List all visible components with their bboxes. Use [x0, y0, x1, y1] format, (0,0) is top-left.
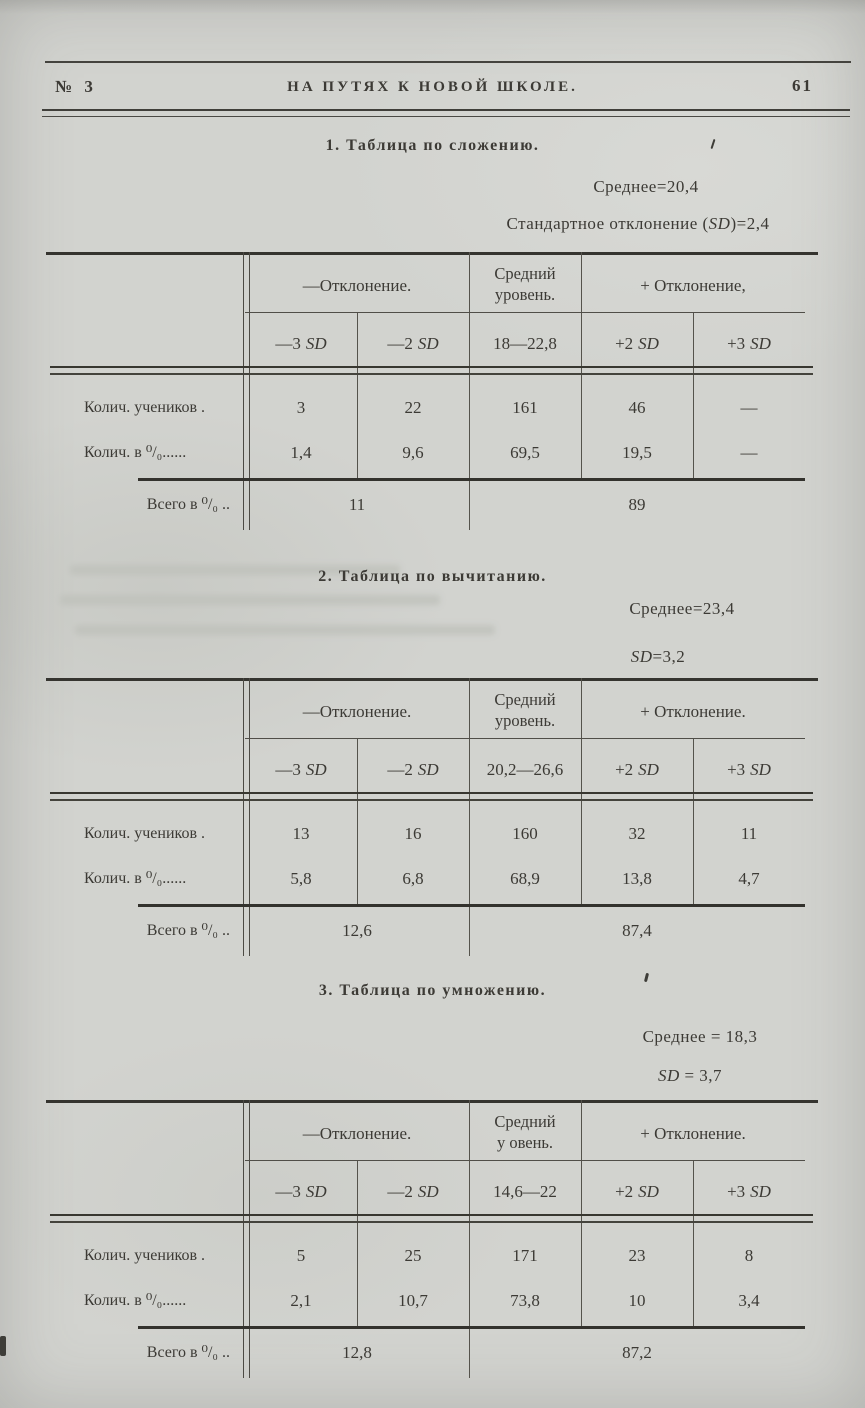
table-cell: 19,5 — [622, 443, 652, 462]
col-header-plus3sd: +3 SD — [727, 334, 771, 353]
col-header-average-range: 14,6—22 — [493, 1182, 557, 1201]
table-cell: 10 — [628, 1291, 646, 1310]
group-header-average-level: Средний уровень. — [494, 264, 556, 304]
subtraction-table — [60, 678, 805, 960]
header-body-double-rule — [50, 792, 813, 801]
header-body-double-rule — [50, 1214, 813, 1223]
totals-rule — [138, 1326, 805, 1329]
col-header-average-range: 18—22,8 — [493, 334, 557, 353]
row-label-students: Колич. учеников . — [84, 1247, 206, 1264]
table-cell: 10,7 — [398, 1291, 428, 1310]
table-cell: 9,6 — [402, 443, 424, 462]
group-header-plus-deviation: + Отклонение. — [640, 1124, 746, 1143]
table-cell: 2,1 — [290, 1291, 312, 1310]
table-cell: 32 — [628, 824, 646, 843]
col-header-minus2sd: —2 SD — [387, 1182, 439, 1201]
scan-artifact — [0, 1336, 6, 1356]
group-header-average-level: Средний уровень. — [494, 690, 556, 730]
group-header-minus-deviation: —Отклонение. — [302, 276, 412, 295]
table-cell: 171 — [512, 1246, 538, 1265]
table-cell: 13,8 — [622, 869, 652, 888]
section-title-addition: 1. Таблица по сложению. — [325, 137, 540, 154]
table-top-rule — [46, 1100, 818, 1103]
col-header-minus3sd: —3 SD — [275, 334, 327, 353]
table-cell: — — [740, 443, 758, 462]
col-header-plus2sd: +2 SD — [615, 1182, 659, 1201]
totals-minus-side: 11 — [348, 495, 366, 514]
table-cell: 4,7 — [738, 869, 760, 888]
totals-label: Всего в ⁰/₀ .. — [146, 1344, 230, 1361]
table-cell: 13 — [292, 824, 310, 843]
table-top-rule — [46, 678, 818, 681]
issue-number: № 3 — [55, 77, 97, 96]
addition-table — [60, 252, 805, 534]
table-cell: 68,9 — [510, 869, 540, 888]
table-cell: 1,4 — [290, 443, 312, 462]
sd-value-subtraction: SD=3,2 — [630, 647, 686, 666]
table-cell: 3 — [296, 398, 306, 417]
col-header-plus3sd: +3 SD — [727, 760, 771, 779]
table-cell: 16 — [404, 824, 422, 843]
col-header-minus3sd: —3 SD — [275, 1182, 327, 1201]
col-header-plus3sd: +3 SD — [727, 1182, 771, 1201]
totals-minus-side: 12,8 — [342, 1343, 372, 1362]
header-top-rule — [45, 61, 851, 63]
table-cell: 69,5 — [510, 443, 540, 462]
table-cell: 3,4 — [738, 1291, 760, 1310]
table-top-rule — [46, 252, 818, 255]
page-number: 61 — [792, 76, 813, 95]
group-header-minus-deviation: —Отклонение. — [302, 1124, 412, 1143]
totals-rule — [138, 478, 805, 481]
row-label-students: Колич. учеников . — [84, 825, 206, 842]
table-cell: 6,8 — [402, 869, 424, 888]
totals-label: Всего в ⁰/₀ .. — [146, 496, 230, 513]
table-cell: 11 — [740, 824, 758, 843]
totals-rule — [138, 904, 805, 907]
group-header-average-level: Средний у овень. — [494, 1112, 556, 1152]
sd-value-addition: Стандартное отклонение (SD)=2,4 — [506, 214, 770, 233]
col-header-minus2sd: —2 SD — [387, 334, 439, 353]
table-cell: 160 — [512, 824, 538, 843]
mean-value-multiplication: Среднее = 18,3 — [642, 1027, 758, 1046]
table-cell: 23 — [628, 1246, 646, 1265]
row-label-students: Колич. учеников . — [84, 399, 206, 416]
table-cell: 22 — [404, 398, 422, 417]
multiplication-table — [60, 1100, 805, 1382]
table-cell: 73,8 — [510, 1291, 540, 1310]
journal-title: НА ПУТЯХ К НОВОЙ ШКОЛЕ. — [287, 79, 578, 95]
col-header-minus2sd: —2 SD — [387, 760, 439, 779]
table-cell: 5,8 — [290, 869, 312, 888]
totals-minus-side: 12,6 — [342, 921, 372, 940]
table-cell: 5 — [296, 1246, 306, 1265]
row-label-percent: Колич. в ⁰/₀...... — [84, 444, 187, 461]
col-header-average-range: 20,2—26,6 — [486, 760, 564, 779]
group-header-plus-deviation: + Отклонение, — [640, 276, 746, 295]
row-label-percent: Колич. в ⁰/₀...... — [84, 1292, 187, 1309]
group-header-plus-deviation: + Отклонение. — [640, 702, 746, 721]
bleed-through-ghost-text — [60, 595, 440, 605]
table-cell: 25 — [404, 1246, 422, 1265]
table-cell: — — [740, 398, 758, 417]
totals-plus-side: 89 — [628, 495, 646, 514]
table-cell: 8 — [744, 1246, 754, 1265]
bleed-through-ghost-text — [75, 625, 495, 635]
sd-value-multiplication: SD = 3,7 — [657, 1066, 723, 1085]
row-label-percent: Колич. в ⁰/₀...... — [84, 870, 187, 887]
scan-artifact — [644, 973, 649, 982]
group-header-minus-deviation: —Отклонение. — [302, 702, 412, 721]
header-double-rule — [42, 109, 850, 117]
totals-label: Всего в ⁰/₀ .. — [146, 922, 230, 939]
totals-plus-side: 87,4 — [622, 921, 652, 940]
section-title-subtraction: 2. Таблица по вычитанию. — [318, 568, 547, 585]
section-title-multiplication: 3. Таблица по умножению. — [318, 982, 547, 999]
mean-value-addition: Среднее=20,4 — [593, 177, 699, 196]
table-cell: 161 — [512, 398, 538, 417]
table-cell: 46 — [628, 398, 646, 417]
mean-value-subtraction: Среднее=23,4 — [629, 599, 735, 618]
header-body-double-rule — [50, 366, 813, 375]
col-header-plus2sd: +2 SD — [615, 760, 659, 779]
col-header-minus3sd: —3 SD — [275, 760, 327, 779]
col-header-plus2sd: +2 SD — [615, 334, 659, 353]
totals-plus-side: 87,2 — [622, 1343, 652, 1362]
